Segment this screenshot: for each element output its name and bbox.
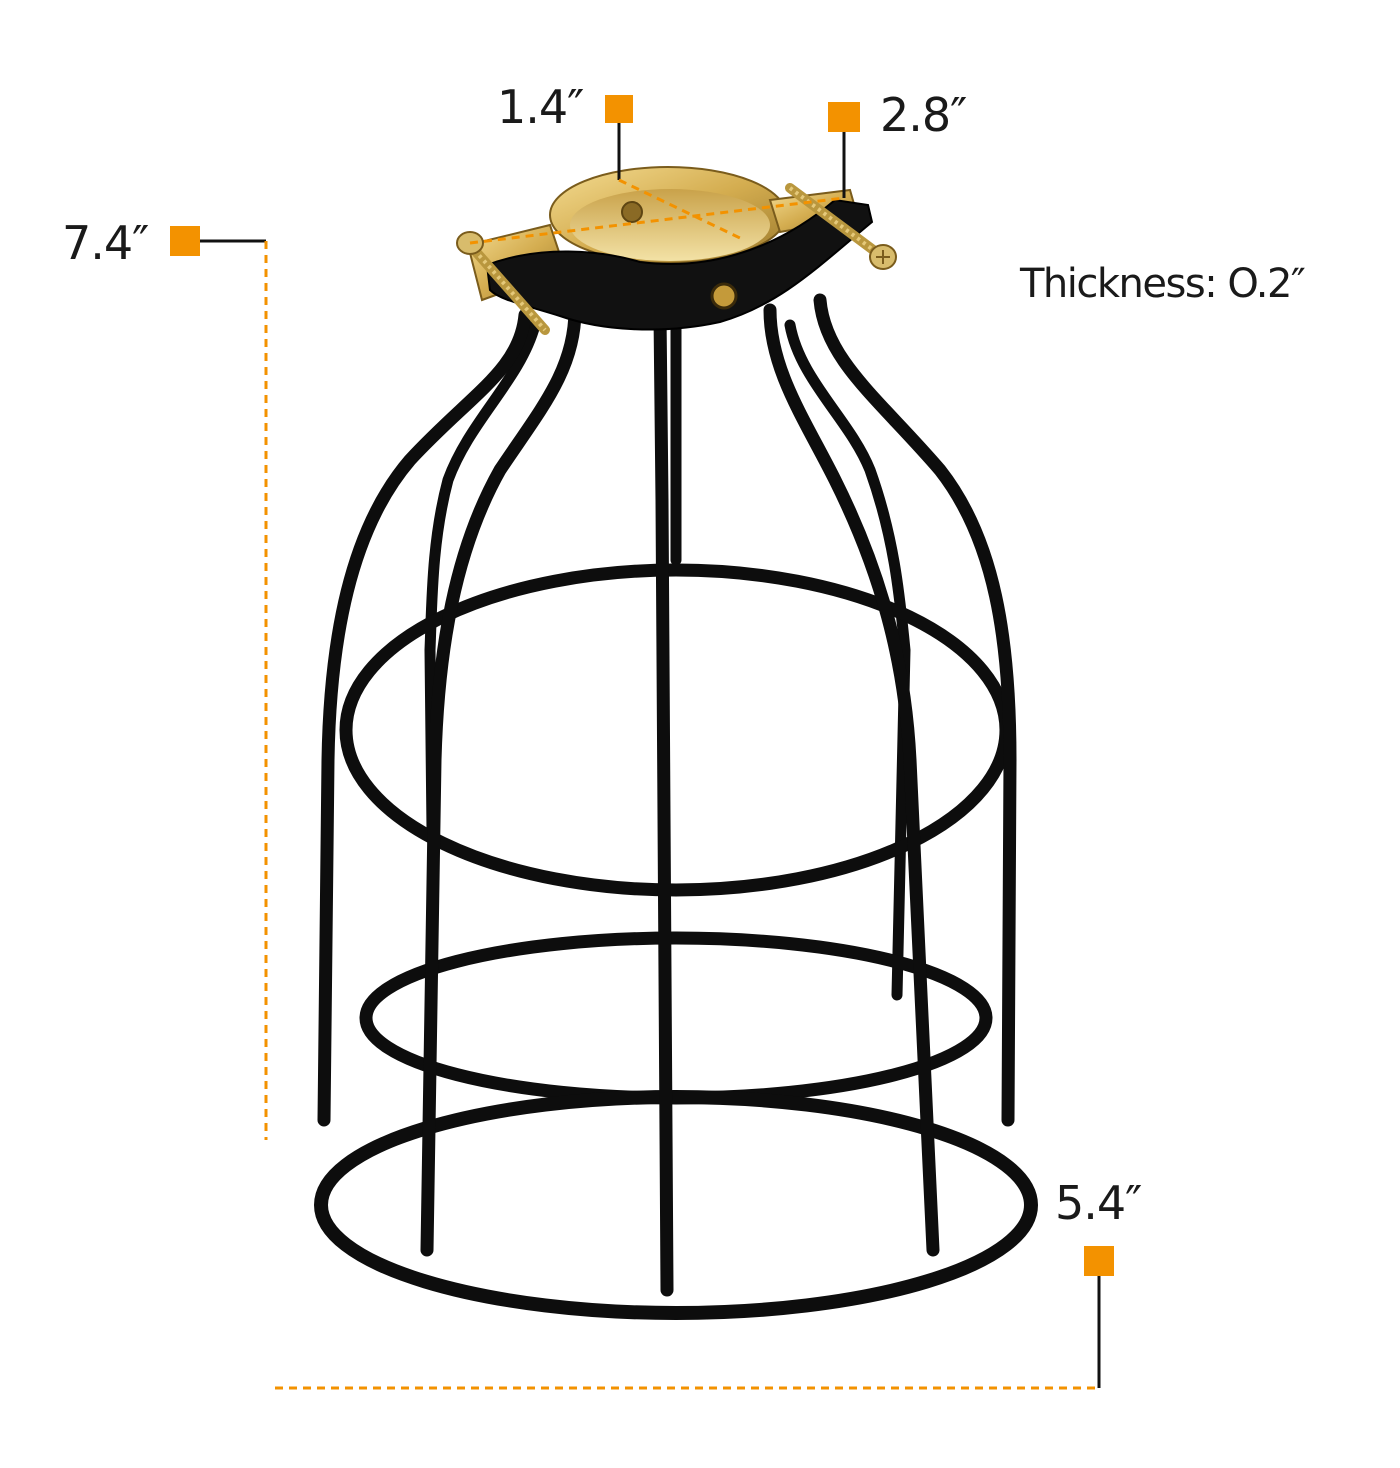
square-marker-icon	[170, 226, 200, 256]
lamp-cage	[321, 300, 1031, 1313]
band-screw-hole	[712, 284, 736, 308]
square-marker-icon	[1084, 1246, 1114, 1276]
cage-lower-ring	[366, 938, 986, 1098]
brass-ring-inner	[570, 189, 770, 261]
dimension-label-bottom-diameter: 5.4″	[1055, 1176, 1142, 1230]
dimension-label-thickness: Thickness: O.2″	[1020, 261, 1305, 307]
dimension-label-top-diameter: 1.4″	[497, 80, 584, 134]
square-marker-icon	[605, 95, 633, 123]
brass-screw-hole	[622, 202, 642, 222]
dimension-label-clamp-width: 2.8″	[880, 88, 967, 142]
dimension-label-height: 7.4″	[62, 216, 149, 270]
square-marker-icon	[828, 102, 860, 132]
socket-clamp	[457, 167, 896, 330]
